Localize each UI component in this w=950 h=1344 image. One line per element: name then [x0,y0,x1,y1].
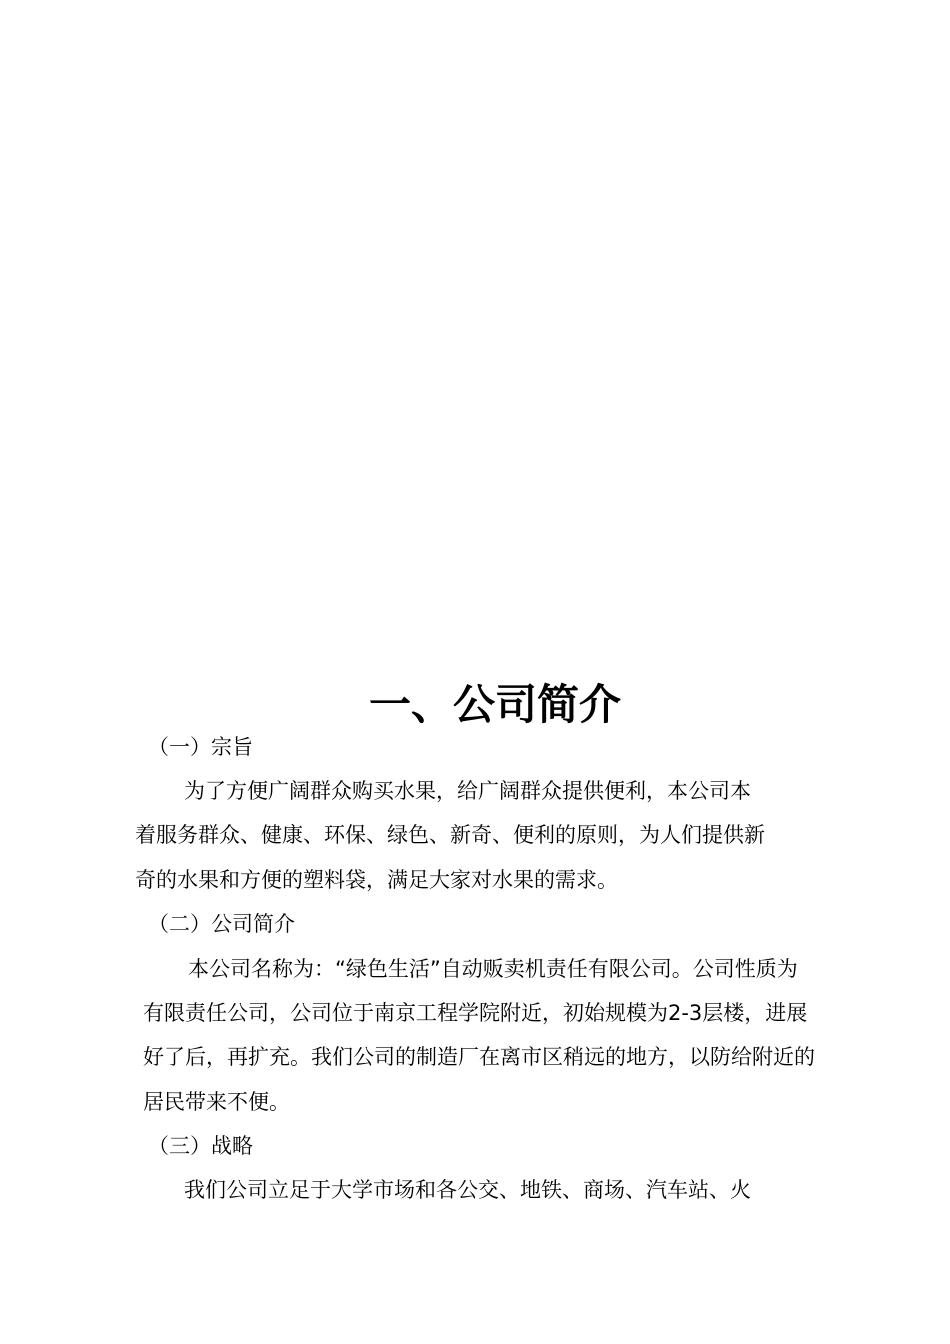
paragraph-line: 为了方便广阔群众购买水果，给广阔群众提供便利，本公司本 [184,779,751,803]
section-heading-strategy: （三）战略 [148,1134,253,1158]
paragraph-line: 好了后，再扩充。我们公司的制造厂在离市区稍远的地方，以防给附近的 [143,1045,815,1069]
paragraph-line: 有限责任公司，公司位于南京工程学院附近，初始规模为2-3层楼，进展 [143,1001,808,1025]
paragraph-line: 着服务群众、健康、环保、绿色、新奇、便利的原则，为人们提供新 [135,823,765,847]
section-heading-purpose: （一）宗旨 [148,735,253,759]
paragraph-line: 奇的水果和方便的塑料袋，满足大家对水果的需求。 [135,868,618,892]
paragraph-line: 居民带来不便。 [143,1090,290,1114]
section-heading-company-profile: （二）公司简介 [148,912,295,936]
page-title: 一、公司简介 [368,680,621,729]
paragraph-line: 本公司名称为：“绿色生活”自动贩卖机责任有限公司。公司性质为 [188,957,798,981]
paragraph-line: 我们公司立足于大学市场和各公交、地铁、商场、汽车站、火 [184,1178,751,1202]
